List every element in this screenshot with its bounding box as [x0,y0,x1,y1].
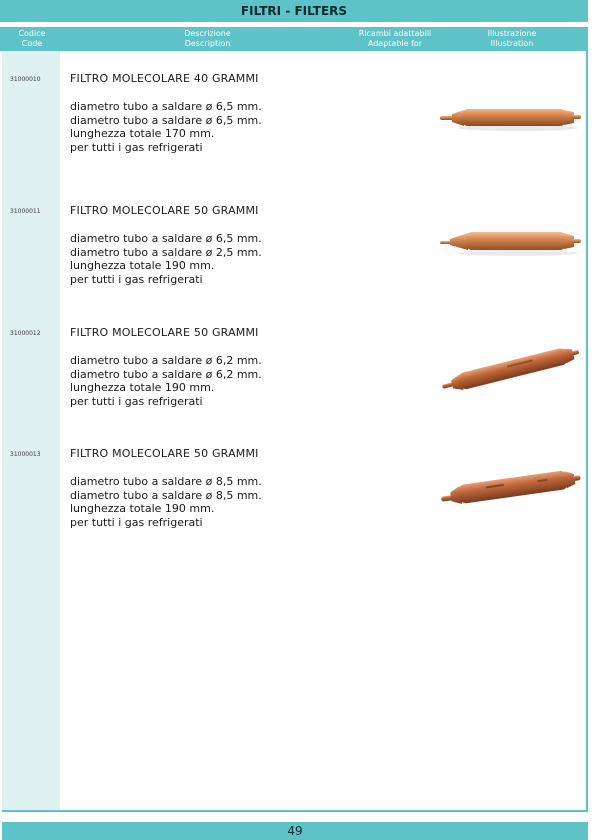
product-row [0,204,588,324]
spec-line: diametro tubo a saldare ø 8,5 mm. [70,475,262,488]
product-title: FILTRO MOLECOLARE 50 GRAMMI [70,326,259,339]
filter-drier-image [438,90,583,140]
product-specs [70,232,262,286]
column-description-header [150,29,265,49]
spec-line: per tutti i gas refrigerati [70,140,203,154]
product-code: 31000012 [10,330,41,337]
spec-line: lunghezza totale 190 mm. [70,259,215,272]
product-row [0,72,588,192]
product-title: FILTRO MOLECOLARE 50 GRAMMI [70,447,259,460]
column-illustration-label-it: Illustrazione [487,29,537,38]
spec-line: lunghezza totale 190 mm. [70,381,215,394]
column-illustration-label-en: Illustration [490,39,534,48]
filter-drier-image [438,344,583,394]
spec-line: diametro tubo a saldare ø 8,5 mm. [70,488,262,502]
column-illustration-header [462,29,562,49]
product-code: 31000010 [10,76,41,83]
spec-line: diametro tubo a saldare ø 6,2 mm. [70,367,262,381]
spec-line: per tutti i gas refrigerati [70,515,203,529]
column-code-label-en: Code [21,39,43,48]
page-number: 49 [2,822,588,840]
product-row [0,447,588,567]
spec-line: per tutti i gas refrigerati [70,272,203,286]
spec-line: diametro tubo a saldare ø 2,5 mm. [70,245,262,259]
column-code-label-it: Codice [18,29,46,38]
spec-line: diametro tubo a saldare ø 6,5 mm. [70,113,262,127]
table-header [0,27,588,51]
product-specs [70,100,262,154]
product-row [0,326,588,446]
column-code-header [4,29,60,49]
filter-drier-image [438,461,583,511]
spec-line: lunghezza totale 170 mm. [70,127,215,140]
product-title: FILTRO MOLECOLARE 50 GRAMMI [70,204,259,217]
product-specs [70,354,262,408]
page-title: FILTRI - FILTERS [0,0,588,22]
product-specs [70,475,262,529]
column-adaptable-header [340,29,450,49]
product-title: FILTRO MOLECOLARE 40 GRAMMI [70,72,259,85]
product-code: 31000013 [10,451,41,458]
column-description-label-en: Description [184,39,231,48]
filter-drier-image [438,214,583,264]
product-code: 31000011 [10,208,41,215]
spec-line: diametro tubo a saldare ø 6,2 mm. [70,354,262,367]
column-adaptable-label-it: Ricambi adattabili [358,29,432,38]
column-adaptable-label-en: Adaptable for [367,39,423,48]
column-description-label-it: Descrizione [184,29,231,38]
spec-line: diametro tubo a saldare ø 6,5 mm. [70,100,262,113]
content-bottom-border [2,810,588,812]
spec-line: diametro tubo a saldare ø 6,5 mm. [70,232,262,245]
spec-line: lunghezza totale 190 mm. [70,502,215,515]
spec-line: per tutti i gas refrigerati [70,394,203,408]
